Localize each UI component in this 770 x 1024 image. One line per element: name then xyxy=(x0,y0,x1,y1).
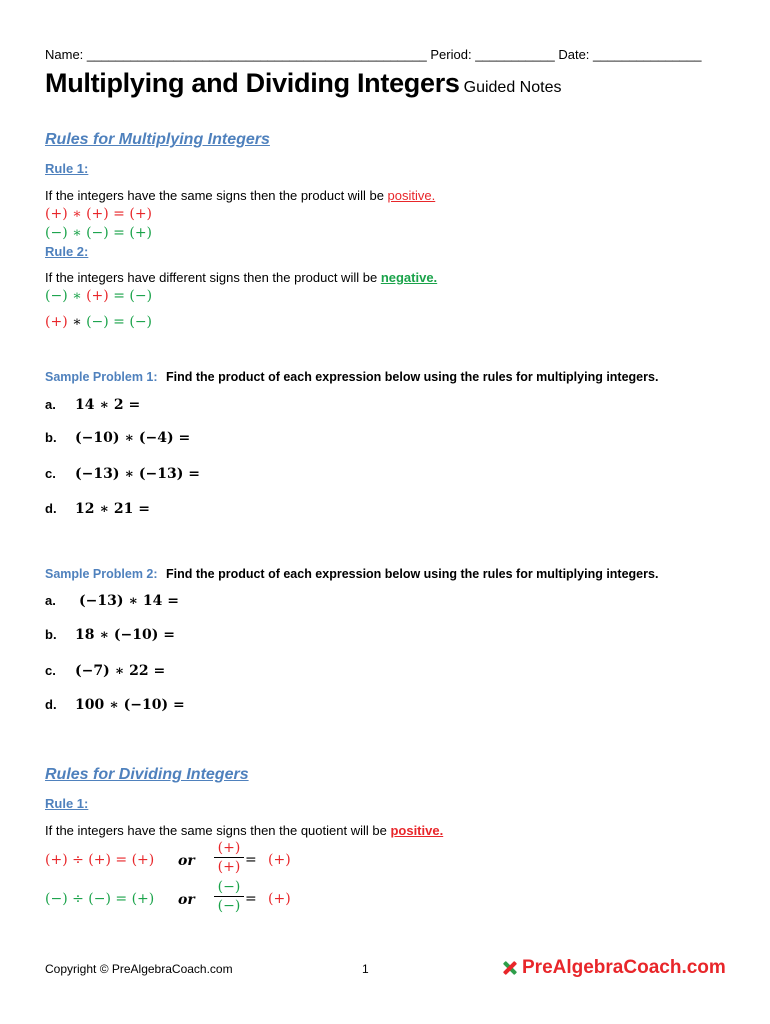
rule-text: If the integers have the same signs then the quotient will be xyxy=(45,823,387,838)
page-title xyxy=(45,68,561,99)
problem-row xyxy=(45,465,200,483)
multiply-rule2-text xyxy=(45,270,437,285)
problem-row xyxy=(45,626,175,644)
title-subtitle: Guided Notes xyxy=(463,79,562,96)
problem-expression: 14 ∗ 2 = xyxy=(75,397,141,413)
multiply-rule2-label: Rule 2: xyxy=(45,244,89,259)
fraction-2 xyxy=(214,879,244,914)
problem-expression: 12 ∗ 21 = xyxy=(75,501,150,517)
rule-text: If the integers have different signs then the product will be xyxy=(45,270,378,285)
sample-label: Sample Problem 1: xyxy=(45,370,158,384)
problem-expression: (−13) ∗ 14 = xyxy=(79,593,179,609)
fraction-2-equals: = xyxy=(245,891,257,907)
sample-text: Find the product of each expression below using the rules for multiplying integers. xyxy=(166,370,659,384)
or-word: or xyxy=(178,853,195,869)
fraction-1-equals: = xyxy=(245,852,257,868)
positive-keyword: positive. xyxy=(390,823,444,838)
eq-part: (+) xyxy=(45,314,68,330)
problem-letter: c. xyxy=(45,466,56,481)
fraction-bar xyxy=(214,896,244,897)
multiply-rule1-eq2: (−) ∗ (−) = (+) xyxy=(45,225,153,241)
problem-letter: b. xyxy=(45,627,57,642)
problem-expression: (−7) ∗ 22 = xyxy=(75,663,166,679)
multiply-rule1-label: Rule 1: xyxy=(45,161,89,176)
eq-part: (−) ∗ xyxy=(45,288,82,304)
rule-text: If the integers have the same signs then the product will be xyxy=(45,188,384,203)
divide-rule1-text xyxy=(45,823,443,838)
fraction-bar xyxy=(214,857,244,858)
site-logo xyxy=(500,957,726,979)
problem-letter: a. xyxy=(45,593,56,608)
eq-part: (−) ÷ (−) = (+) xyxy=(45,891,155,907)
fraction-1 xyxy=(214,840,244,875)
problem-row xyxy=(45,396,140,414)
multiply-rule1-text xyxy=(45,188,435,203)
sample1-instruction xyxy=(45,368,658,386)
sample-text: Find the product of each expression below using the rules for multiplying integers. xyxy=(166,567,659,581)
fraction-1-result: (+) xyxy=(268,852,291,868)
divide-rule1-label: Rule 1: xyxy=(45,796,89,811)
fraction-numerator: (+) xyxy=(217,840,241,856)
problem-expression: (−10) ∗ (−4) = xyxy=(75,430,191,446)
problem-row xyxy=(45,592,179,610)
problem-letter: b. xyxy=(45,430,57,445)
multiply-rule2-eq1 xyxy=(45,288,152,304)
problem-letter: a. xyxy=(45,397,56,412)
date-label: Date: xyxy=(558,47,590,62)
student-info-line xyxy=(45,47,702,62)
divide-heading: Rules for Dividing Integers xyxy=(45,766,249,783)
problem-expression: 100 ∗ (−10) = xyxy=(75,697,185,713)
multiply-rule1-eq1: (+) ∗ (+) = (+) xyxy=(45,206,153,222)
eq-part: (−) = (−) xyxy=(86,314,153,330)
fraction-numerator: (−) xyxy=(217,879,241,895)
date-blank[interactable]: _______________ xyxy=(593,47,702,62)
sample2-instruction xyxy=(45,565,658,583)
or-word: or xyxy=(178,892,195,908)
name-label: Name: xyxy=(45,47,84,62)
name-blank[interactable]: _______________________________________________ xyxy=(86,47,427,62)
divide-rule1-eq1: (+) ÷ (+) = (+) xyxy=(45,852,155,868)
multiply-heading: Rules for Multiplying Integers xyxy=(45,131,270,148)
positive-keyword: positive. xyxy=(387,188,436,203)
logo-text: PreAlgebraCoach.com xyxy=(522,957,726,978)
problem-row xyxy=(45,696,185,714)
divide-rule1-eq2 xyxy=(45,891,154,907)
problem-letter: d. xyxy=(45,697,57,712)
eq-part: (−) xyxy=(129,288,153,304)
problem-row xyxy=(45,429,190,447)
fraction-2-result: (+) xyxy=(268,891,291,907)
title-main: Multiplying and Dividing Integers xyxy=(45,68,460,98)
problem-row xyxy=(45,662,165,680)
copyright-text: Copyright © PreAlgebraCoach.com xyxy=(45,962,233,976)
multiply-rule2-eq2 xyxy=(45,314,152,330)
eq-part: = xyxy=(113,288,125,304)
problem-letter: c. xyxy=(45,663,56,678)
problem-expression: 18 ∗ (−10) = xyxy=(75,627,175,643)
sample-label: Sample Problem 2: xyxy=(45,567,158,581)
page-number: 1 xyxy=(362,962,369,976)
eq-part: ∗ xyxy=(72,314,82,330)
pencil-ruler-icon xyxy=(500,958,520,978)
eq-part: (+) xyxy=(86,288,109,304)
fraction-denominator: (−) xyxy=(217,898,241,914)
problem-letter: d. xyxy=(45,501,57,516)
problem-row xyxy=(45,500,150,518)
period-blank[interactable]: ___________ xyxy=(475,47,555,62)
fraction-denominator: (+) xyxy=(217,859,241,875)
problem-expression: (−13) ∗ (−13) = xyxy=(75,466,200,482)
period-label: Period: xyxy=(430,47,472,62)
negative-keyword: negative. xyxy=(380,270,438,285)
